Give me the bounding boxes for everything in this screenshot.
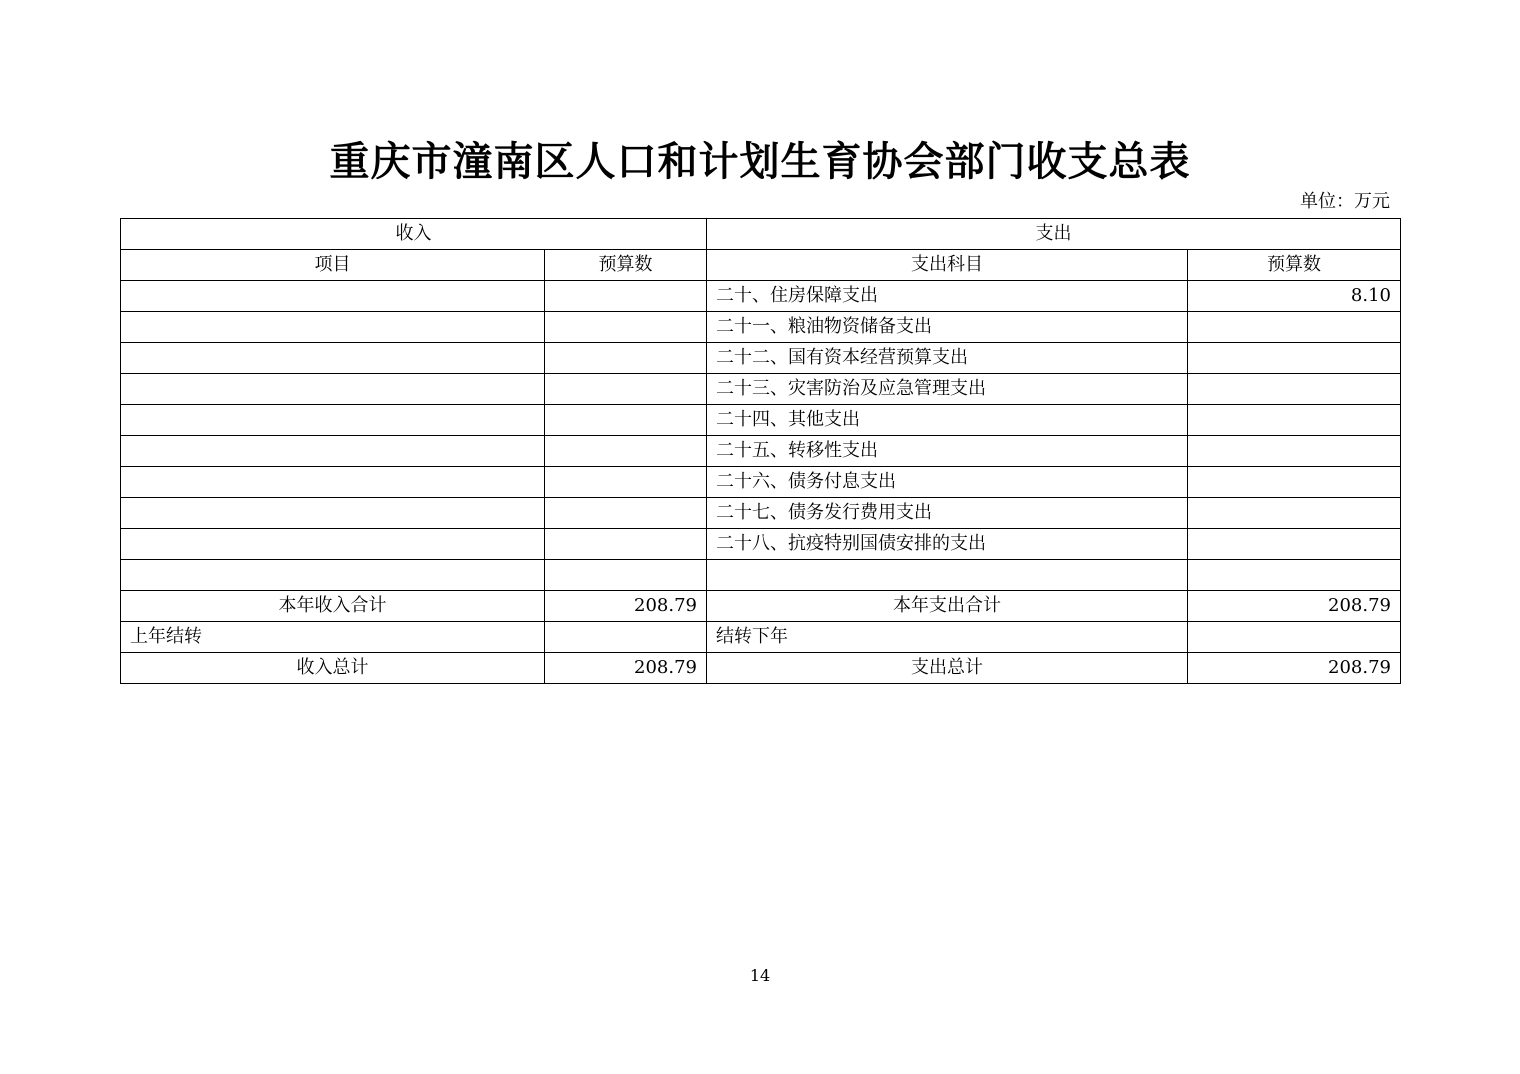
expense-item-header: 支出科目	[707, 250, 1188, 281]
income-budget-cell	[545, 436, 707, 467]
previous-year-carryover-value	[545, 622, 707, 653]
table-row	[121, 312, 1401, 343]
expense-item-cell: 二十七、债务发行费用支出	[707, 498, 1188, 529]
expense-grand-total-value: 208.79	[1188, 653, 1401, 684]
expense-budget-cell	[1188, 498, 1401, 529]
expense-budget-cell	[1188, 560, 1401, 591]
income-item-cell	[121, 312, 545, 343]
income-budget-cell	[545, 498, 707, 529]
table-row	[121, 405, 1401, 436]
table-row	[121, 436, 1401, 467]
income-grand-total-value: 208.79	[545, 653, 707, 684]
income-item-cell	[121, 405, 545, 436]
year-total-row	[121, 591, 1401, 622]
expense-budget-cell	[1188, 343, 1401, 374]
expense-budget-cell	[1188, 529, 1401, 560]
expense-item-cell: 二十三、灾害防治及应急管理支出	[707, 374, 1188, 405]
expense-budget-cell	[1188, 312, 1401, 343]
expense-budget-cell	[1188, 467, 1401, 498]
income-item-cell	[121, 467, 545, 498]
income-budget-cell	[545, 281, 707, 312]
income-item-cell	[121, 529, 545, 560]
expense-item-cell: 二十四、其他支出	[707, 405, 1188, 436]
year-income-total-label: 本年收入合计	[121, 591, 545, 622]
expense-budget-header: 预算数	[1188, 250, 1401, 281]
income-item-cell	[121, 281, 545, 312]
income-group-header: 收入	[121, 219, 707, 250]
income-item-header: 项目	[121, 250, 545, 281]
next-year-carryover-label: 结转下年	[707, 622, 1188, 653]
year-expense-total-label: 本年支出合计	[707, 591, 1188, 622]
expense-budget-cell	[1188, 374, 1401, 405]
income-item-cell	[121, 374, 545, 405]
table-row	[121, 498, 1401, 529]
page-number: 14	[749, 966, 771, 985]
income-item-cell	[121, 436, 545, 467]
table-row	[121, 281, 1401, 312]
unit-label: 单位：万元	[1300, 191, 1390, 212]
expense-item-cell: 二十、住房保障支出	[707, 281, 1188, 312]
table-row	[121, 343, 1401, 374]
expense-item-cell: 二十六、债务付息支出	[707, 467, 1188, 498]
grand-total-row	[121, 653, 1401, 684]
expense-item-cell: 二十二、国有资本经营预算支出	[707, 343, 1188, 374]
expense-group-header: 支出	[707, 219, 1401, 250]
expense-item-cell: 二十八、抗疫特别国债安排的支出	[707, 529, 1188, 560]
income-item-cell	[121, 498, 545, 529]
expense-grand-total-label: 支出总计	[707, 653, 1188, 684]
expense-item-cell: 二十一、粮油物资储备支出	[707, 312, 1188, 343]
income-budget-header: 预算数	[545, 250, 707, 281]
group-header-row	[121, 219, 1401, 250]
income-budget-cell	[545, 374, 707, 405]
expense-budget-cell: 8.10	[1188, 281, 1401, 312]
year-expense-total-value: 208.79	[1188, 591, 1401, 622]
budget-summary-table	[120, 218, 1401, 684]
income-budget-cell	[545, 312, 707, 343]
expense-item-cell: 二十五、转移性支出	[707, 436, 1188, 467]
income-item-cell	[121, 343, 545, 374]
next-year-carryover-value	[1188, 622, 1401, 653]
column-header-row	[121, 250, 1401, 281]
table-row	[121, 560, 1401, 591]
income-grand-total-label: 收入总计	[121, 653, 545, 684]
expense-budget-cell	[1188, 405, 1401, 436]
previous-year-carryover-label: 上年结转	[121, 622, 545, 653]
income-budget-cell	[545, 529, 707, 560]
income-item-cell	[121, 560, 545, 591]
carryover-row	[121, 622, 1401, 653]
table-row	[121, 467, 1401, 498]
page-title: 重庆市潼南区人口和计划生育协会部门收支总表	[329, 138, 1191, 185]
expense-budget-cell	[1188, 436, 1401, 467]
table-row	[121, 374, 1401, 405]
table-row	[121, 529, 1401, 560]
income-budget-cell	[545, 343, 707, 374]
year-income-total-value: 208.79	[545, 591, 707, 622]
expense-item-cell	[707, 560, 1188, 591]
income-budget-cell	[545, 467, 707, 498]
income-budget-cell	[545, 560, 707, 591]
income-budget-cell	[545, 405, 707, 436]
